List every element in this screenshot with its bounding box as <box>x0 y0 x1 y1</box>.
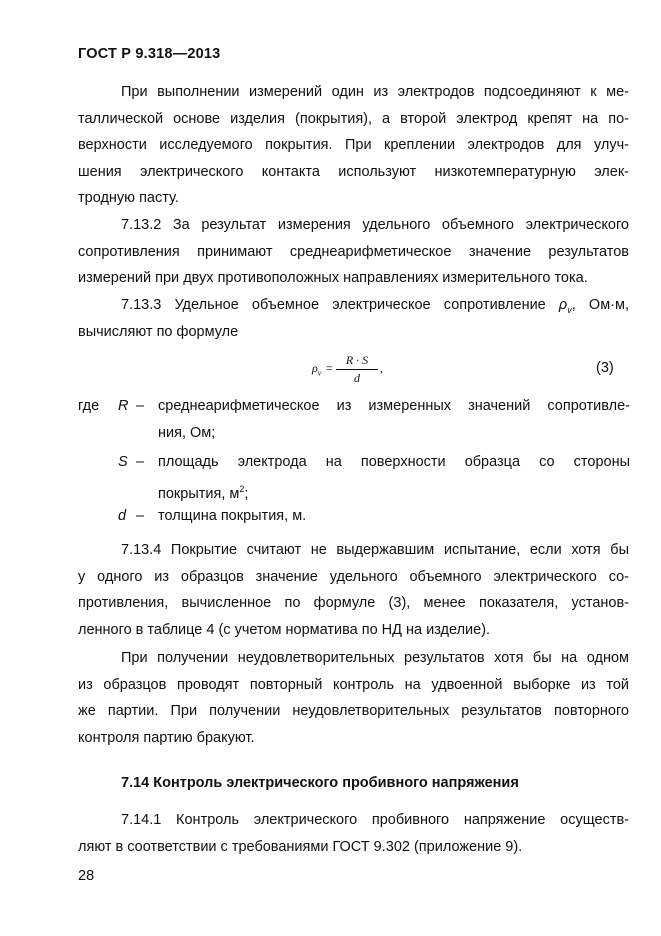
rho-symbol: ρ <box>558 297 568 313</box>
superscript: 2 <box>239 483 245 494</box>
paragraph-7-13-2 <box>78 212 629 292</box>
text-line: из образцов проводят повторный контроль на удвоенной выборке из той <box>78 676 629 693</box>
text-line: 7.13.4 Покрытие считают не выдержавшим испытание, если хотя бы <box>121 542 629 558</box>
definition-dash: – <box>136 398 145 414</box>
cont-end: ; <box>244 485 249 502</box>
document-header: ГОСТ Р 9.318—2013 <box>78 46 221 62</box>
definition-row <box>78 393 630 420</box>
rho-subscript: v <box>567 304 572 315</box>
text-line: При получении неудовлетворительных результатов хотя бы на одном <box>121 650 629 666</box>
formula-denominator: d <box>354 371 360 385</box>
text-line: ляют в соответствии с требованиями ГОСТ 9.302 (приложение 9). <box>78 838 523 855</box>
definition-row-cont <box>78 420 630 447</box>
text-line <box>78 292 629 319</box>
text-line: таллической основе изделия (покрытия), а второй электрод крепят на по- <box>78 110 629 127</box>
definition-text-cont: ния, Ом; <box>158 424 216 441</box>
text-line: измерений при двух противоположных направлениях измерительного тока. <box>78 270 588 286</box>
paragraph-measurement <box>78 79 629 212</box>
text-line: у одного из образцов значение удельного объемного электрического со- <box>78 568 629 585</box>
paragraph-7-14-1 <box>78 807 629 860</box>
text-line: При выполнении измерений один из электродов подсоединяют к ме- <box>121 84 629 100</box>
text-line: сопротивления принимают среднеарифметическое значение результатов <box>78 243 629 260</box>
formula-3 <box>312 353 402 387</box>
section-heading: 7.14 Контроль электрического пробивного напряжения <box>121 775 519 791</box>
fraction-bar <box>336 369 378 370</box>
text-line: верхности исследуемого покрытия. При креплении электродов для улуч- <box>78 137 629 153</box>
definition-text: площадь электрода на поверхности образца со стороны <box>158 454 630 470</box>
formula-number: (3) <box>596 360 614 376</box>
definition-symbol: R <box>118 398 129 414</box>
text-line: 7.13.2 За результат измерения удельного объемного электрического <box>121 217 629 233</box>
formula-rho-sub: v <box>317 368 322 378</box>
page-number: 28 <box>78 868 95 884</box>
cont-text: покрытия, м <box>158 485 240 502</box>
paragraph-7-13-4 <box>78 537 629 643</box>
formula-fraction <box>336 353 378 386</box>
text-line: противления, вычисленное по формуле (3), менее показателя, установ- <box>78 595 629 611</box>
where-label: где <box>78 398 100 414</box>
definition-dash: – <box>136 454 145 470</box>
definition-row-cont <box>78 476 630 503</box>
paragraph-7-13-3 <box>78 292 629 345</box>
formula-numerator: R · S <box>345 353 369 367</box>
definition-text: среднеарифметическое из измеренных значений сопротивле- <box>158 398 630 414</box>
text-line: 7.14.1 Контроль электрического пробивного напряжение осуществ- <box>121 812 629 828</box>
definition-symbol: S <box>118 454 128 470</box>
definition-text: толщина покрытия, м. <box>158 508 307 524</box>
text-line: контроля партию бракуют. <box>78 729 255 746</box>
formula-comma: , <box>380 361 383 375</box>
text-line: шения электрического контакта используют низкотемпературную элек- <box>78 163 629 180</box>
text-line: вычисляют по формуле <box>78 323 239 340</box>
definition-symbol: d <box>118 508 127 524</box>
formula-lhs <box>312 361 321 377</box>
definition-row <box>78 503 630 530</box>
formula-rho: ρ <box>312 361 318 375</box>
text-segment: 7.13.3 Удельное объемное электрическое сопротивление <box>121 297 559 313</box>
paragraph-repeat-control <box>78 645 629 751</box>
definition-dash: – <box>136 508 145 524</box>
formula-equals: = <box>326 361 333 375</box>
text-line: же партии. При получении неудовлетворительных результатов повторного <box>78 703 629 719</box>
definition-row <box>78 449 630 476</box>
text-line: тродную пасту. <box>78 190 179 206</box>
unit-text: , Ом·м, <box>571 297 629 313</box>
definitions-list <box>78 393 630 530</box>
text-line: ленного в таблице 4 (с учетом норматива по НД на изделие). <box>78 621 491 638</box>
